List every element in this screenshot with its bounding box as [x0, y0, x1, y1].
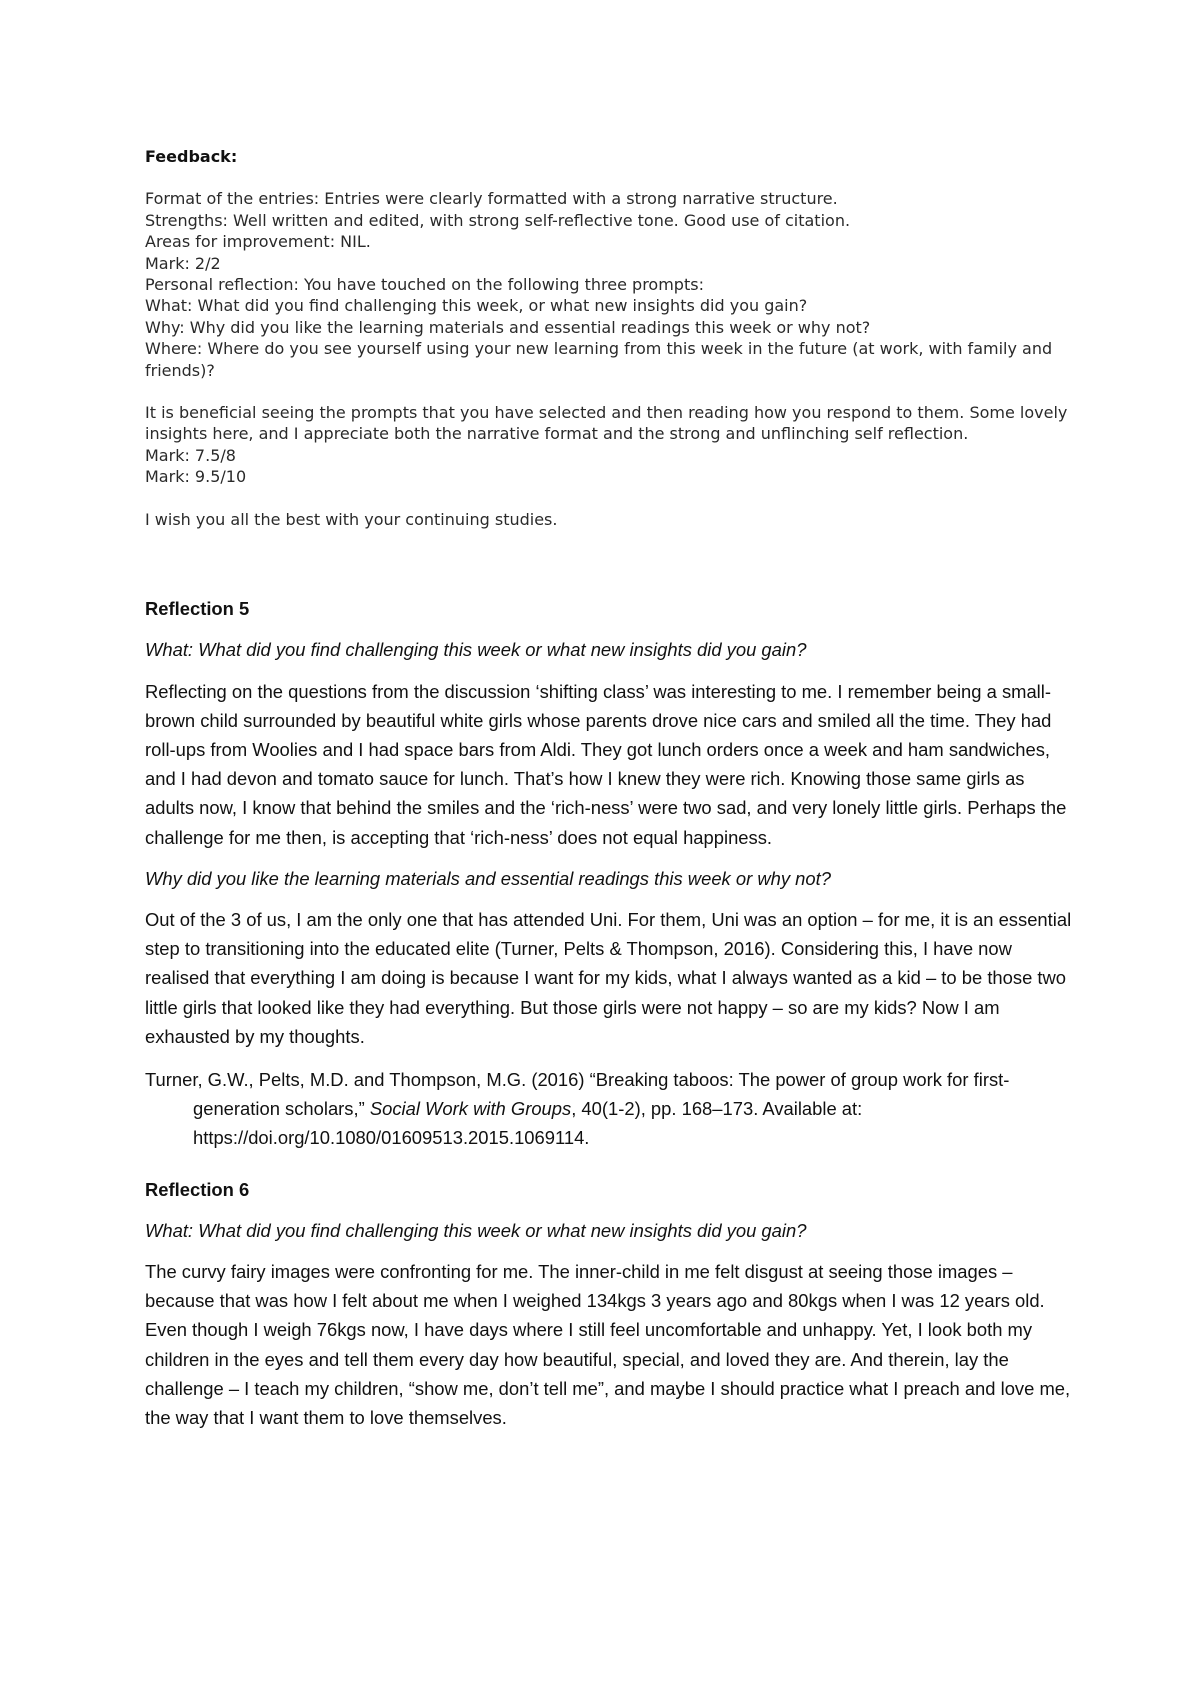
spacer — [145, 488, 1075, 509]
reference-entry — [145, 1065, 1075, 1153]
feedback-line: Personal reflection: You have touched on the following three prompts: — [145, 275, 704, 295]
feedback-line: Mark: 2/2 — [145, 253, 221, 273]
reflection-6-section — [145, 1175, 1075, 1433]
feedback-comment: It is beneficial seeing the prompts that you have selected and then reading how you respond to them. Some lovely insights here, and I appreciate both the narrative format and the strong and unflinching self reflection. — [145, 403, 1068, 444]
feedback-line: Areas for improvement: NIL. — [145, 232, 371, 252]
feedback-mark: Mark: 9.5/10 — [145, 467, 247, 487]
reference-details: , 40(1-2), pp. 168–173. Available at: https://doi.org/10.1080/01609513.2015.1069114. — [193, 1098, 863, 1149]
feedback-line: Format of the entries: Entries were clearly formatted with a strong narrative structure. — [145, 189, 838, 209]
feedback-line: What: What did you find challenging this week, or what new insights did you gain? — [145, 296, 808, 316]
feedback-mark: Mark: 7.5/8 — [145, 445, 236, 465]
reflection-5-prompt-what: What: What did you find challenging this week or what new insights did you gain? — [145, 639, 807, 661]
feedback-closing: I wish you all the best with your continuing studies. — [145, 509, 558, 529]
reflection-5-paragraph-1: Reflecting on the questions from the discussion ‘shifting class’ was interesting to me. I remember being a small-brown child surrounded by beautiful white girls whose parents drove nice cars and smiled all the time. They had roll-ups from Woolies and I had space bars from Aldi. They got lunch orders once a week and ham sandwiches, and I had devon and tomato sauce for lunch. That’s how I knew they were rich. Knowing those same girls as adults now, I know that behind the smiles and the ‘rich-ness’ were two sad, and very lonely little girls. Perhaps the challenge for me then, is accepting that ‘rich-ness’ does not equal happiness. — [145, 680, 1067, 848]
reflection-5-title: Reflection 5 — [145, 598, 250, 620]
reflection-6-title: Reflection 6 — [145, 1178, 250, 1200]
feedback-heading: Feedback: — [145, 147, 238, 166]
document-page — [145, 146, 1075, 1432]
reflection-6-paragraph-1: The curvy fairy images were confronting for me. The inner-child in me felt disgust at seeing those images – because that was how I felt about me when I weighed 134kgs 3 years ago and 80kgs when I was 12 years old. Even though I weigh 76kgs now, I have days where I still feel uncomfortable and unhappy. Yet, I look both my children in the eyes and tell them every day how beautiful, special, and loved they are. And therein, lay the challenge – I teach my children, “show me, don’t tell me”, and maybe I should practice what I preach and love me, the way that I want them to love themselves. — [145, 1260, 1071, 1428]
reference-journal: Social Work with Groups — [369, 1098, 572, 1120]
reference-text: Turner, G.W., Pelts, M.D. and Thompson, M.G. (2016) “Breaking taboos: The power of group work for first-generation scholars,” — [145, 1068, 1010, 1120]
reflection-5-paragraph-2: Out of the 3 of us, I am the only one that has attended Uni. For them, Uni was an option – for me, it is an essential step to transitioning into the educated elite (Turner, Pelts & Thompson, 2016). Considering this, I have now realised that everything I am doing is because I want for my kids, what I always wanted as a kid – to be those two little girls that looked like they had everything. But those girls were not happy – so are my kids? Now I am exhausted by my thoughts. — [145, 908, 1072, 1047]
feedback-line: Strengths: Well written and edited, with strong self-reflective tone. Good use of citation. — [145, 210, 851, 230]
reflection-5-section — [145, 594, 1075, 1152]
feedback-line: Where: Where do you see yourself using your new learning from this week in the future (at work, with family and friends)? — [145, 339, 1053, 380]
spacer — [145, 381, 1075, 402]
reflection-6-prompt-what: What: What did you find challenging this week or what new insights did you gain? — [145, 1219, 807, 1241]
reflection-5-prompt-why: Why did you like the learning materials and essential readings this week or why not? — [145, 867, 831, 889]
feedback-section — [145, 146, 1075, 530]
feedback-line: Why: Why did you like the learning materials and essential readings this week or why not? — [145, 317, 871, 337]
